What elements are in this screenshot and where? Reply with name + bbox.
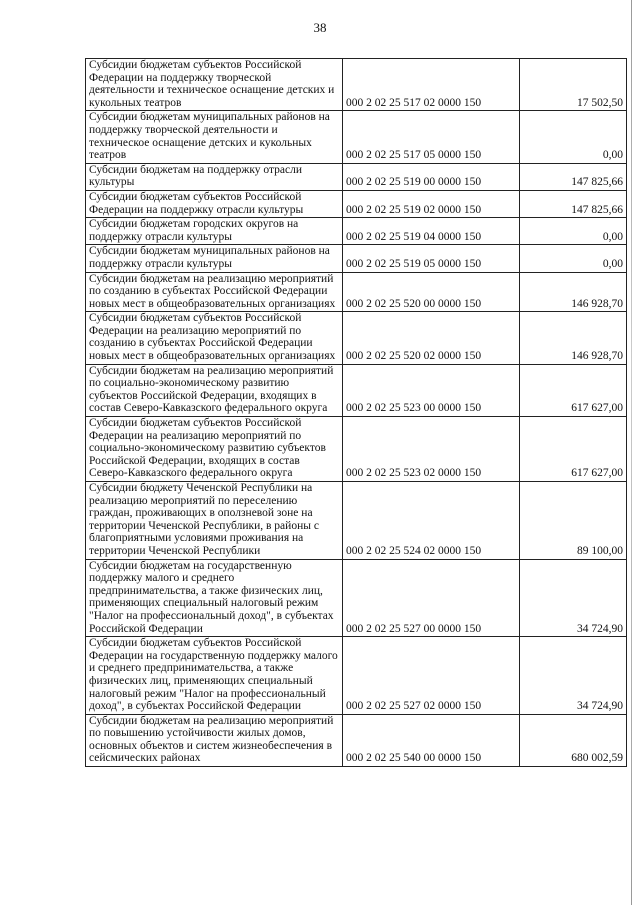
scan-edge bbox=[631, 0, 632, 905]
table-row bbox=[86, 272, 627, 312]
budget-table bbox=[85, 58, 627, 767]
row-name: Субсидии бюджетам на реализацию мероприятий по социально-экономическому развитию субъектов Российской Федерации, входящих в состав Северо-Кавказского федерального округа bbox=[86, 364, 343, 416]
row-code: 000 2 02 25 523 02 0000 150 bbox=[343, 417, 520, 482]
row-name: Субсидии бюджетам субъектов Российской Федерации на поддержку творческой деятельности и техническое оснащение детских и кукольных театров bbox=[86, 59, 343, 111]
row-code: 000 2 02 25 517 02 0000 150 bbox=[343, 59, 520, 111]
row-code: 000 2 02 25 520 00 0000 150 bbox=[343, 272, 520, 312]
row-amount: 617 627,00 bbox=[520, 364, 627, 416]
row-code: 000 2 02 25 517 05 0000 150 bbox=[343, 111, 520, 163]
row-name: Субсидии бюджетам на реализацию мероприятий по созданию в субъектах Российской Федерации новых мест в общеобразовательных организациях bbox=[86, 272, 343, 312]
row-amount: 0,00 bbox=[520, 111, 627, 163]
row-amount: 0,00 bbox=[520, 245, 627, 272]
row-code: 000 2 02 25 527 00 0000 150 bbox=[343, 559, 520, 637]
row-amount: 146 928,70 bbox=[520, 272, 627, 312]
row-amount: 34 724,90 bbox=[520, 637, 627, 715]
table-row bbox=[86, 714, 627, 766]
row-name: Субсидии бюджету Чеченской Республики на реализацию мероприятий по переселению граждан, проживающих в оползневой зоне на территории Чеченской Республики, в районы с благоприятными условиями проживания на территории Чеченской Республики bbox=[86, 482, 343, 560]
row-name: Субсидии бюджетам на реализацию мероприятий по повышению устойчивости жилых домов, основных объектов и систем жизнеобеспечения в сейсмических районах bbox=[86, 714, 343, 766]
row-amount: 146 928,70 bbox=[520, 312, 627, 364]
table-row bbox=[86, 163, 627, 190]
row-code: 000 2 02 25 523 00 0000 150 bbox=[343, 364, 520, 416]
table-row bbox=[86, 364, 627, 416]
table-row bbox=[86, 559, 627, 637]
budget-table-body bbox=[86, 59, 627, 767]
row-name: Субсидии бюджетам городских округов на поддержку отрасли культуры bbox=[86, 218, 343, 245]
row-name: Субсидии бюджетам муниципальных районов на поддержку отрасли культуры bbox=[86, 245, 343, 272]
row-name: Субсидии бюджетам на поддержку отрасли культуры bbox=[86, 163, 343, 190]
row-amount: 17 502,50 bbox=[520, 59, 627, 111]
row-amount: 617 627,00 bbox=[520, 417, 627, 482]
table-row bbox=[86, 482, 627, 560]
table-row bbox=[86, 59, 627, 111]
row-name: Субсидии бюджетам субъектов Российской Федерации на государственную поддержку малого и среднего предпринимательства, а также физических лиц, применяющих специальный налоговый режим "Налог на профессиональный доход", в субъектах Российской Федерации bbox=[86, 637, 343, 715]
row-amount: 680 002,59 bbox=[520, 714, 627, 766]
row-code: 000 2 02 25 527 02 0000 150 bbox=[343, 637, 520, 715]
table-row bbox=[86, 218, 627, 245]
row-name: Субсидии бюджетам субъектов Российской Федерации на реализацию мероприятий по созданию в субъектах Российской Федерации новых мест в общеобразовательных организациях bbox=[86, 312, 343, 364]
row-code: 000 2 02 25 540 00 0000 150 bbox=[343, 714, 520, 766]
row-amount: 147 825,66 bbox=[520, 190, 627, 217]
page-number: 38 bbox=[313, 20, 327, 35]
row-amount: 34 724,90 bbox=[520, 559, 627, 637]
row-code: 000 2 02 25 519 00 0000 150 bbox=[343, 163, 520, 190]
row-name: Субсидии бюджетам субъектов Российской Федерации на поддержку отрасли культуры bbox=[86, 190, 343, 217]
row-amount: 147 825,66 bbox=[520, 163, 627, 190]
row-name: Субсидии бюджетам на государственную поддержку малого и среднего предпринимательства, а также физических лиц, применяющих специальный налоговый режим "Налог на профессиональный доход", в субъектах Российской Федерации bbox=[86, 559, 343, 637]
row-amount: 0,00 bbox=[520, 218, 627, 245]
row-code: 000 2 02 25 519 02 0000 150 bbox=[343, 190, 520, 217]
row-name: Субсидии бюджетам субъектов Российской Федерации на реализацию мероприятий по социально-экономическому развитию субъектов Российской Федерации, входящих в состав Северо-Кавказского федерального округа bbox=[86, 417, 343, 482]
table-row bbox=[86, 190, 627, 217]
table-row bbox=[86, 312, 627, 364]
row-amount: 89 100,00 bbox=[520, 482, 627, 560]
row-code: 000 2 02 25 520 02 0000 150 bbox=[343, 312, 520, 364]
row-name: Субсидии бюджетам муниципальных районов на поддержку творческой деятельности и техническое оснащение детских и кукольных театров bbox=[86, 111, 343, 163]
row-code: 000 2 02 25 524 02 0000 150 bbox=[343, 482, 520, 560]
table-row bbox=[86, 245, 627, 272]
row-code: 000 2 02 25 519 05 0000 150 bbox=[343, 245, 520, 272]
row-code: 000 2 02 25 519 04 0000 150 bbox=[343, 218, 520, 245]
table-row bbox=[86, 417, 627, 482]
table-row bbox=[86, 637, 627, 715]
table-row bbox=[86, 111, 627, 163]
